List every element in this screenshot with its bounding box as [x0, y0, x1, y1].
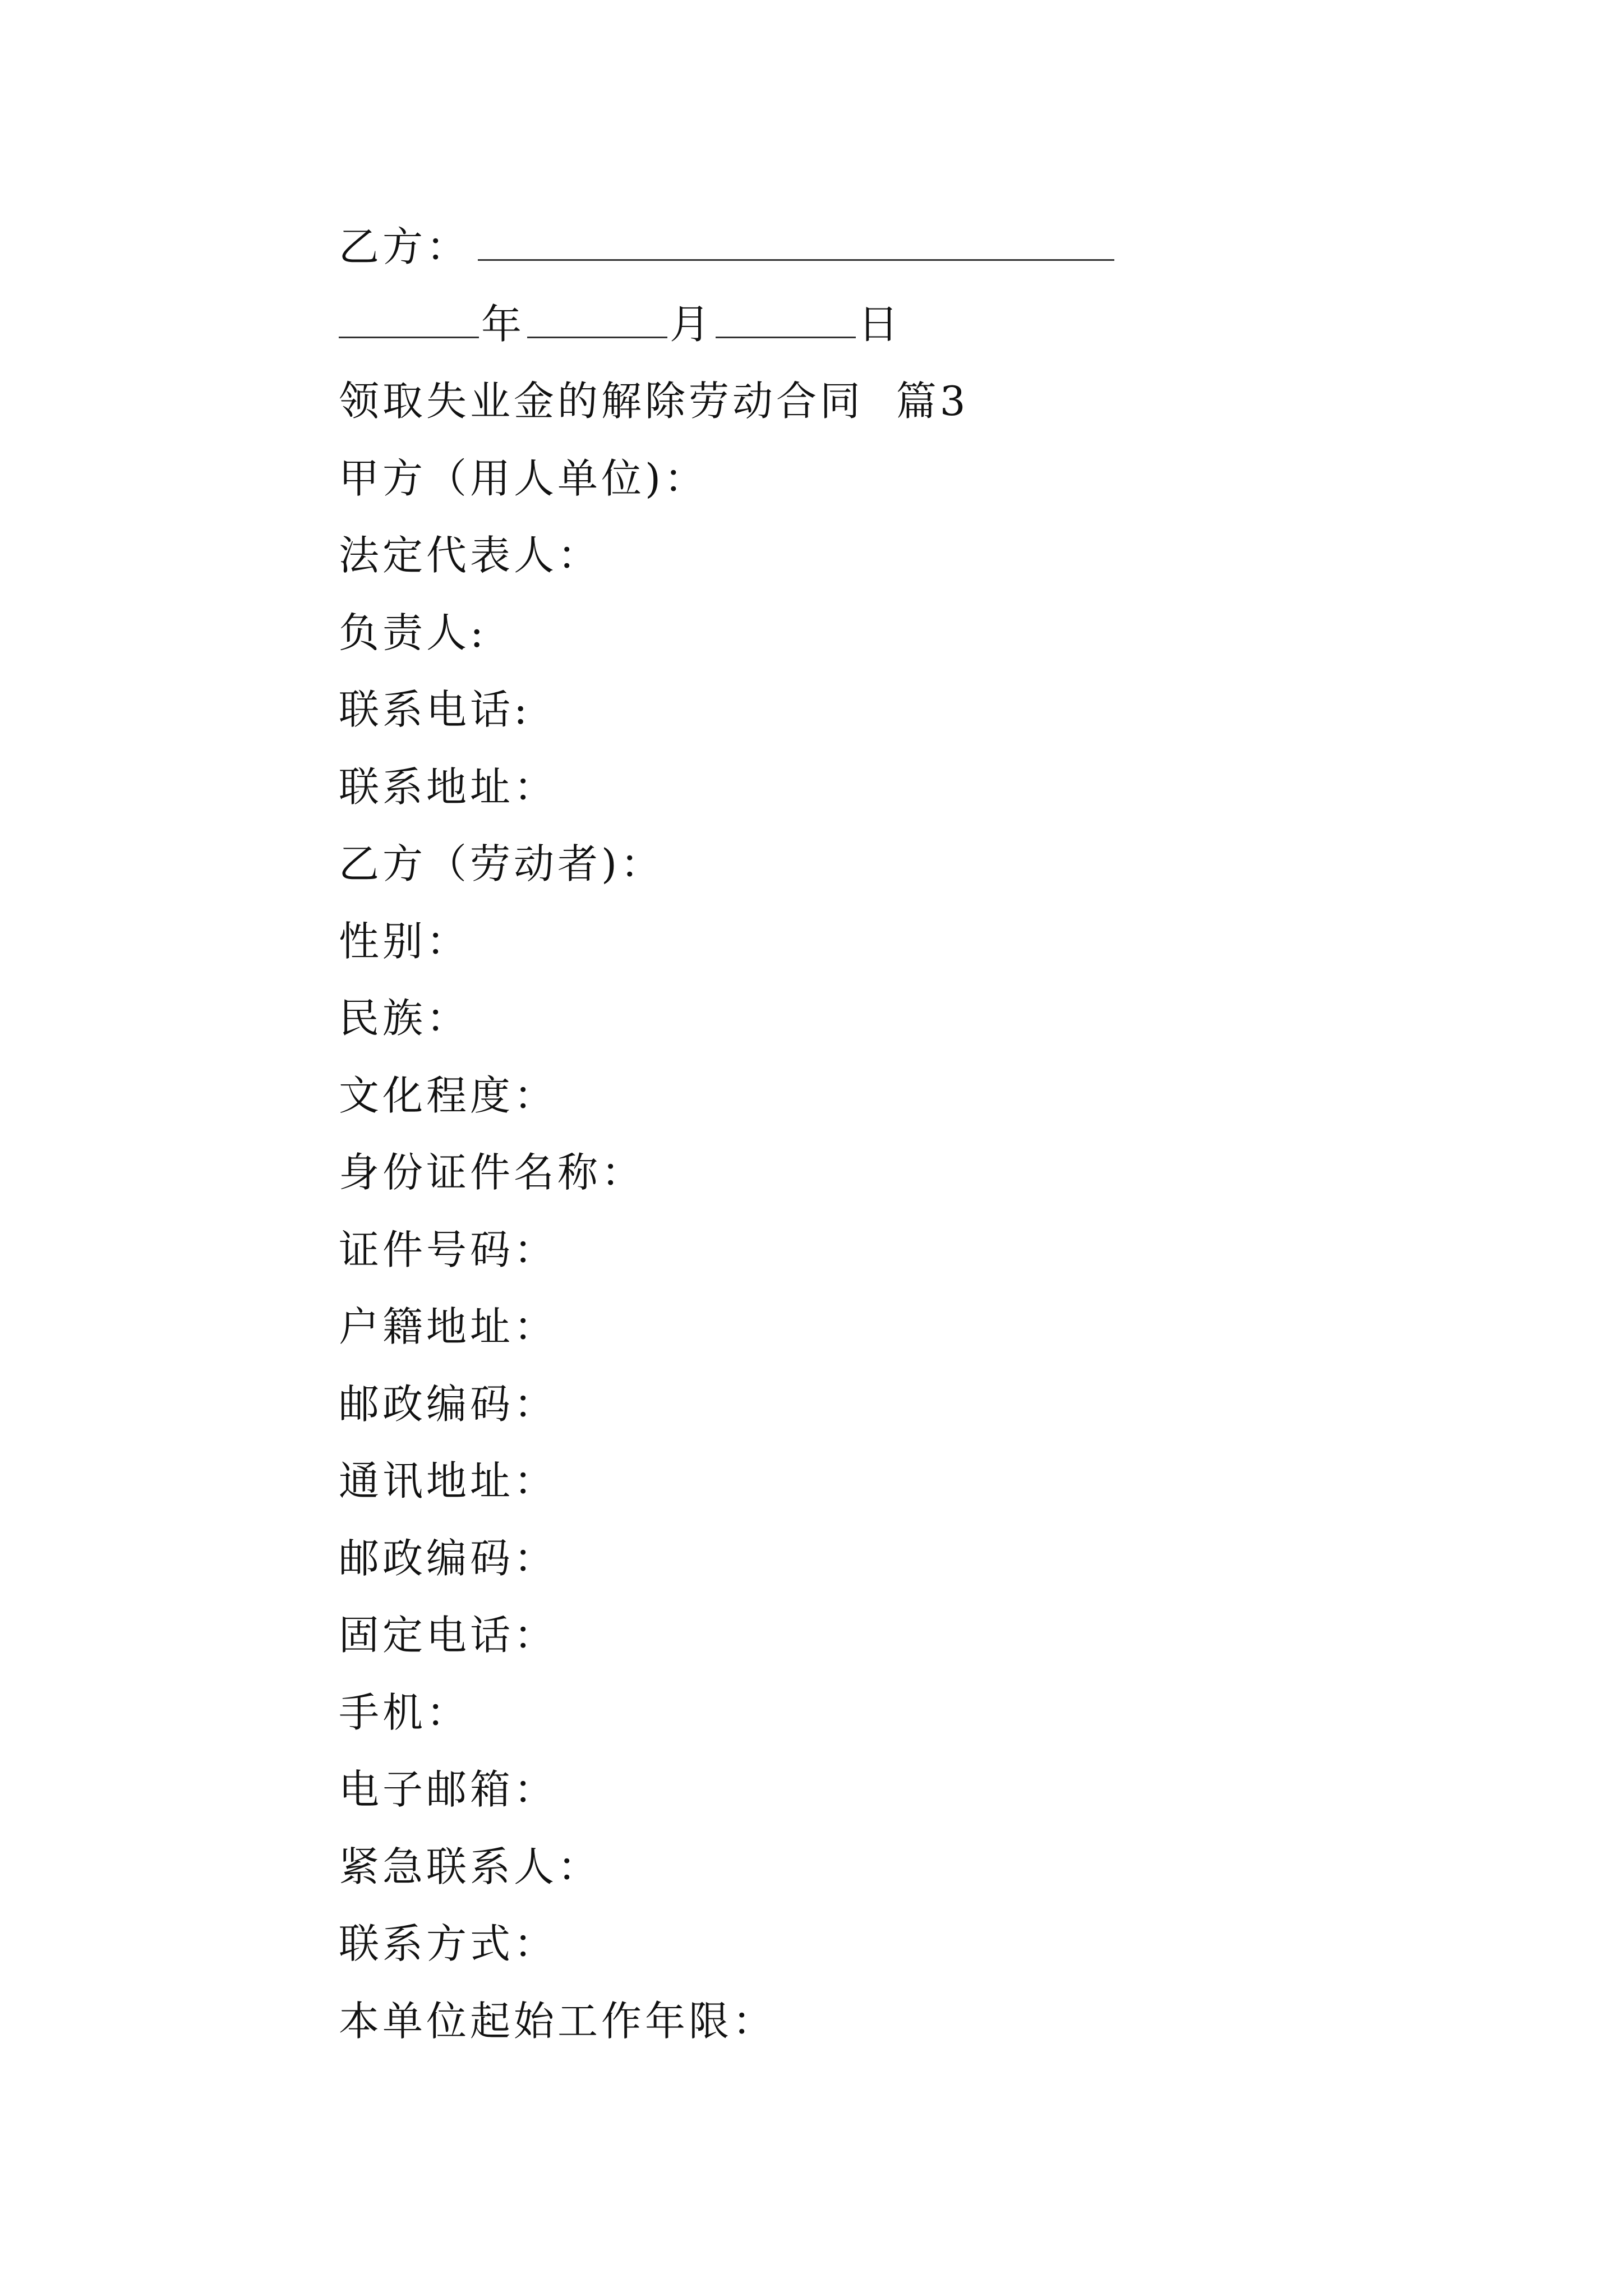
month-label: 月: [670, 300, 714, 348]
field-person-in-charge: 负责人:: [339, 609, 487, 656]
field-employee: 乙方（劳动者)：: [339, 840, 665, 887]
field-emergency-contact: 紧急联系人：: [339, 1843, 602, 1890]
year-label: 年: [481, 300, 525, 348]
party-b-signature-blank: [478, 224, 1114, 261]
field-contact-method: 联系方式：: [339, 1920, 558, 1967]
field-start-of-service: 本单位起始工作年限：: [339, 1997, 777, 2045]
field-landline: 固定电话：: [339, 1612, 558, 1659]
field-legal-representative: 法定代表人：: [339, 532, 602, 579]
field-postal-code: 邮政编码：: [339, 1380, 558, 1428]
document-body: [339, 209, 1404, 2060]
field-mobile: 手机：: [339, 1688, 471, 1736]
field-employer: 甲方（用人单位)：: [339, 454, 708, 502]
party-b-label: 乙方：: [339, 223, 471, 270]
year-blank: [339, 302, 479, 338]
field-gender: 性别：: [339, 917, 471, 965]
date-line: [339, 286, 1404, 364]
month-blank: [527, 302, 667, 338]
day-label: 日: [858, 300, 902, 348]
section-title: 领取失业金的解除劳动合同 篇3: [339, 378, 969, 425]
field-household-address: 户籍地址：: [339, 1303, 558, 1350]
party-b-signature-line: [339, 209, 1404, 286]
field-postal-code-2: 邮政编码：: [339, 1534, 558, 1582]
field-contact-address: 联系地址：: [339, 763, 558, 811]
field-education: 文化程度：: [339, 1071, 558, 1119]
field-mailing-address: 通讯地址：: [339, 1457, 558, 1504]
field-contact-phone: 联系电话:: [339, 686, 531, 733]
field-id-document-name: 身份证件名称：: [339, 1149, 645, 1196]
day-blank: [716, 302, 856, 338]
field-email: 电子邮箱：: [339, 1766, 558, 1813]
field-id-number: 证件号码：: [339, 1226, 558, 1273]
field-ethnicity: 民族：: [339, 995, 471, 1042]
